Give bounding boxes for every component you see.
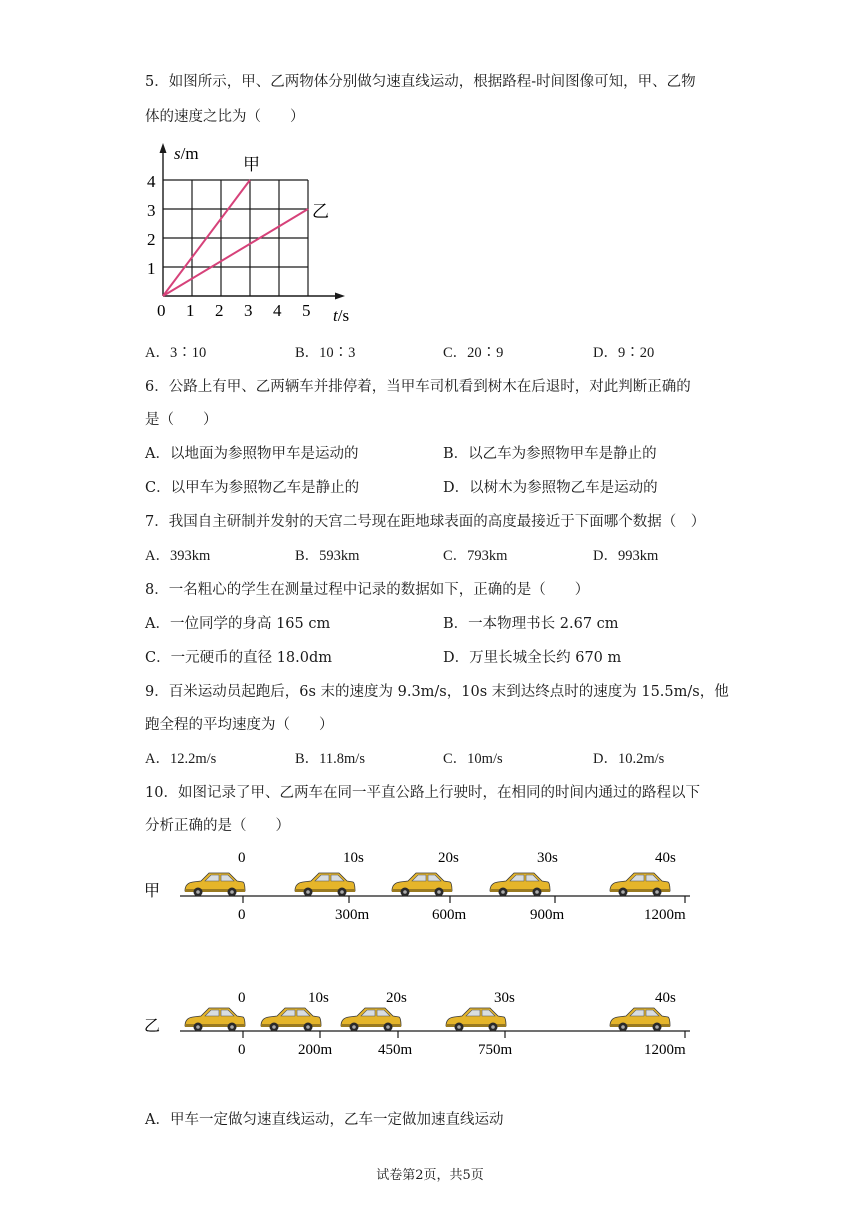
q10-stem-line2: 分析正确的是（ ） [145, 818, 290, 834]
car-jia-0 [185, 873, 245, 897]
distance-label: 600m [432, 907, 467, 923]
time-label: 10s [343, 850, 364, 866]
car-yi-20s [341, 1008, 401, 1032]
distance-label: 900m [530, 907, 565, 923]
y-tick: 2 [147, 230, 156, 249]
q9-stem-line2: 跑全程的平均速度为（ ） [145, 717, 334, 733]
car-jia-20s [392, 873, 452, 897]
q9-option-d[interactable]: D．10.2m/s [593, 751, 665, 767]
q9-option-c[interactable]: C．10m/s [443, 751, 503, 767]
y-tick: 4 [147, 172, 156, 191]
graph-grid [163, 180, 308, 296]
distance-label: 1200m [644, 1042, 686, 1058]
q5-option-c[interactable]: C．20∶9 [443, 345, 504, 361]
line-yi [163, 209, 308, 296]
time-label: 30s [537, 850, 558, 866]
distance-label: 300m [335, 907, 370, 923]
car-jia-10s [295, 873, 355, 897]
car-yi-0 [185, 1008, 245, 1032]
q8-stem: 8．一名粗心的学生在测量过程中记录的数据如下，正确的是（ ） [145, 582, 590, 598]
x-tick: 4 [273, 301, 282, 320]
track-yi-ticks [243, 1031, 685, 1038]
q9-option-b[interactable]: B．11.8m/s [295, 751, 365, 767]
q5-stem-line2: 体的速度之比为（ ） [145, 109, 305, 125]
car-jia-40s [610, 873, 670, 897]
q8-option-a[interactable]: A．一位同学的身高 165 cm [145, 616, 331, 632]
x-axis-arrow [335, 293, 345, 300]
track-jia-ticks [243, 896, 685, 903]
q7-stem: 7．我国自主研制并发射的天宫二号现在距地球表面的高度最接近于下面哪个数据（ ） [145, 514, 706, 530]
q6-option-d[interactable]: D．以树木为参照物乙车是运动的 [443, 480, 658, 496]
q9-option-a[interactable]: A．12.2m/s [145, 751, 217, 767]
distance-label: 0 [238, 907, 246, 923]
line-yi-label: 乙 [312, 202, 329, 221]
q7-option-d[interactable]: D．993km [593, 548, 659, 564]
q6-option-b[interactable]: B．以乙车为参照物甲车是静止的 [443, 446, 657, 462]
q7-option-a[interactable]: A．393km [145, 548, 211, 564]
time-label: 10s [308, 990, 329, 1006]
time-label: 0 [238, 850, 246, 866]
y-tick: 1 [147, 259, 156, 278]
car-yi-30s [446, 1008, 506, 1032]
q9-stem-line1: 9．百米运动员起跑后，6s 末的速度为 9.3m/s，10s 末到达终点时的速度为 15.5m/s，他 [145, 684, 729, 700]
line-jia-label: 甲 [243, 155, 260, 174]
x-tick: 2 [215, 301, 224, 320]
time-label: 40s [655, 850, 676, 866]
q5-st-graph [140, 135, 370, 330]
x-tick: 0 [157, 301, 166, 320]
y-tick: 3 [147, 201, 156, 220]
q8-option-d[interactable]: D．万里长城全长约 670 m [443, 650, 622, 666]
q5-option-d[interactable]: D．9∶20 [593, 345, 655, 361]
q7-option-b[interactable]: B．593km [295, 548, 360, 564]
q6-stem-line2: 是（ ） [145, 412, 218, 428]
q8-option-c[interactable]: C．一元硬币的直径 18.0dm [145, 650, 333, 666]
time-label: 20s [386, 990, 407, 1006]
q8-option-b[interactable]: B．一本物理书长 2.67 cm [443, 616, 619, 632]
distance-label: 1200m [644, 907, 686, 923]
q5-stem-line1: 5．如图所示，甲、乙两物体分别做匀速直线运动，根据路程-时间图像可知，甲、乙物 [145, 74, 696, 90]
x-axis-label: t/s [333, 306, 350, 325]
q5-option-a[interactable]: A．3∶10 [145, 345, 207, 361]
car-yi-40s [610, 1008, 670, 1032]
q6-option-c[interactable]: C．以甲车为参照物乙车是静止的 [145, 480, 360, 496]
distance-label: 750m [478, 1042, 513, 1058]
page-footer: 试卷第2页，共5页 [376, 1168, 484, 1183]
x-tick: 5 [302, 301, 311, 320]
q10-stem-line1: 10．如图记录了甲、乙两车在同一平直公路上行驶时，在相同的时间内通过的路程以下 [145, 785, 700, 801]
distance-label: 450m [378, 1042, 413, 1058]
y-axis-arrow [160, 143, 167, 153]
time-label: 0 [238, 990, 246, 1006]
q10-option-a[interactable]: A．甲车一定做匀速直线运动，乙车一定做加速直线运动 [145, 1112, 504, 1128]
q6-stem-line1: 6．公路上有甲、乙两辆车并排停着，当甲车司机看到树木在后退时，对此判断正确的 [145, 379, 691, 395]
q7-option-c[interactable]: C．793km [443, 548, 508, 564]
q5-option-b[interactable]: B．10∶3 [295, 345, 356, 361]
y-axis-label: s/m [174, 144, 199, 163]
time-label: 20s [438, 850, 459, 866]
x-tick: 1 [186, 301, 195, 320]
time-label: 40s [655, 990, 676, 1006]
x-tick: 3 [244, 301, 253, 320]
car-jia-30s [490, 873, 550, 897]
q10-car-track-diagram [140, 845, 700, 1065]
car-yi-10s [261, 1008, 321, 1032]
distance-label: 200m [298, 1042, 333, 1058]
track-yi-label: 乙 [144, 1018, 161, 1035]
track-jia-label: 甲 [144, 883, 161, 900]
distance-label: 0 [238, 1042, 246, 1058]
q6-option-a[interactable]: A．以地面为参照物甲车是运动的 [145, 446, 359, 462]
time-label: 30s [494, 990, 515, 1006]
